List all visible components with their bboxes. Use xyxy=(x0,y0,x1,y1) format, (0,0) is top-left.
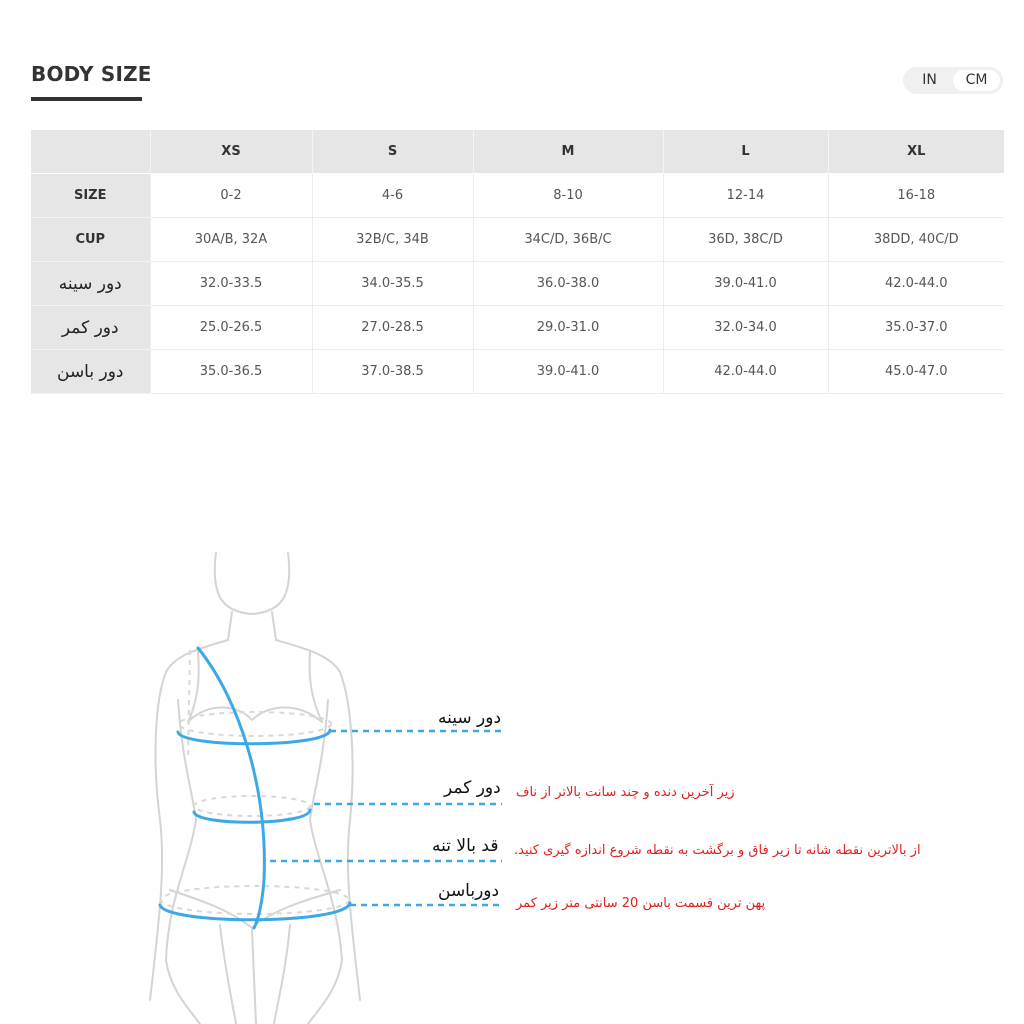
table-cell: 4-6 xyxy=(312,174,473,218)
hip-note: پهن ترین قسمت باسن 20 سانتی متر زیر کمر xyxy=(516,896,766,911)
measurement-diagram xyxy=(0,540,1024,1024)
page-title: BODY SIZE xyxy=(31,62,152,86)
table-cell: 35.0-37.0 xyxy=(828,306,1004,350)
row-label: SIZE xyxy=(31,174,150,218)
table-cell: 37.0-38.5 xyxy=(312,350,473,394)
body-outline xyxy=(150,553,360,1024)
torso-measure-line xyxy=(198,648,264,928)
row-label: دور کمر xyxy=(31,306,150,350)
table-cell: 35.0-36.5 xyxy=(150,350,312,394)
table-row xyxy=(31,262,1004,306)
table-cell: 27.0-28.5 xyxy=(312,306,473,350)
unit-toggle[interactable] xyxy=(903,67,1003,94)
column-header: S xyxy=(312,130,473,174)
table-cell: 29.0-31.0 xyxy=(473,306,663,350)
waist-label: دور کمر xyxy=(444,778,501,798)
hip-label: دورباسن xyxy=(438,881,500,901)
table-cell: 42.0-44.0 xyxy=(663,350,828,394)
bust-label: دور سینه xyxy=(438,708,502,728)
column-header: XL xyxy=(828,130,1004,174)
unit-option-cm[interactable]: CM xyxy=(953,70,1000,91)
table-cell: 38DD, 40C/D xyxy=(828,218,1004,262)
table-cell: 39.0-41.0 xyxy=(473,350,663,394)
waist-note: زیر آخرین دنده و چند سانت بالاتر از ناف xyxy=(516,785,735,800)
torso-label: قد بالا تنه xyxy=(432,836,499,856)
title-underline xyxy=(31,97,142,101)
column-header: L xyxy=(663,130,828,174)
row-label: دور سینه xyxy=(31,262,150,306)
table-cell: 45.0-47.0 xyxy=(828,350,1004,394)
table-cell: 0-2 xyxy=(150,174,312,218)
hip-measure-line xyxy=(160,903,350,920)
table-cell: 12-14 xyxy=(663,174,828,218)
column-header: XS xyxy=(150,130,312,174)
unit-option-in[interactable]: IN xyxy=(922,72,937,88)
table-cell: 36.0-38.0 xyxy=(473,262,663,306)
table-corner-cell xyxy=(31,130,150,174)
leader-lines xyxy=(270,731,502,905)
body-figure-illustration xyxy=(0,540,1024,1024)
table-cell: 8-10 xyxy=(473,174,663,218)
column-header: M xyxy=(473,130,663,174)
row-label: CUP xyxy=(31,218,150,262)
table-cell: 16-18 xyxy=(828,174,1004,218)
row-label: دور باسن xyxy=(31,350,150,394)
table-row xyxy=(31,174,1004,218)
table-row xyxy=(31,306,1004,350)
table-cell: 34C/D, 36B/C xyxy=(473,218,663,262)
table-row xyxy=(31,350,1004,394)
table-cell: 36D, 38C/D xyxy=(663,218,828,262)
torso-note: از بالاترین نقطه شانه تا زیر فاق و برگشت به نقطه شروع اندازه گیری کنید. xyxy=(514,843,921,858)
table-cell: 32.0-34.0 xyxy=(663,306,828,350)
table-cell: 25.0-26.5 xyxy=(150,306,312,350)
size-table xyxy=(31,130,1004,394)
table-cell: 30A/B, 32A xyxy=(150,218,312,262)
table-cell: 32B/C, 34B xyxy=(312,218,473,262)
table-cell: 34.0-35.5 xyxy=(312,262,473,306)
table-cell: 32.0-33.5 xyxy=(150,262,312,306)
table-row xyxy=(31,218,1004,262)
table-cell: 42.0-44.0 xyxy=(828,262,1004,306)
table-cell: 39.0-41.0 xyxy=(663,262,828,306)
table-header-row xyxy=(31,130,1004,174)
